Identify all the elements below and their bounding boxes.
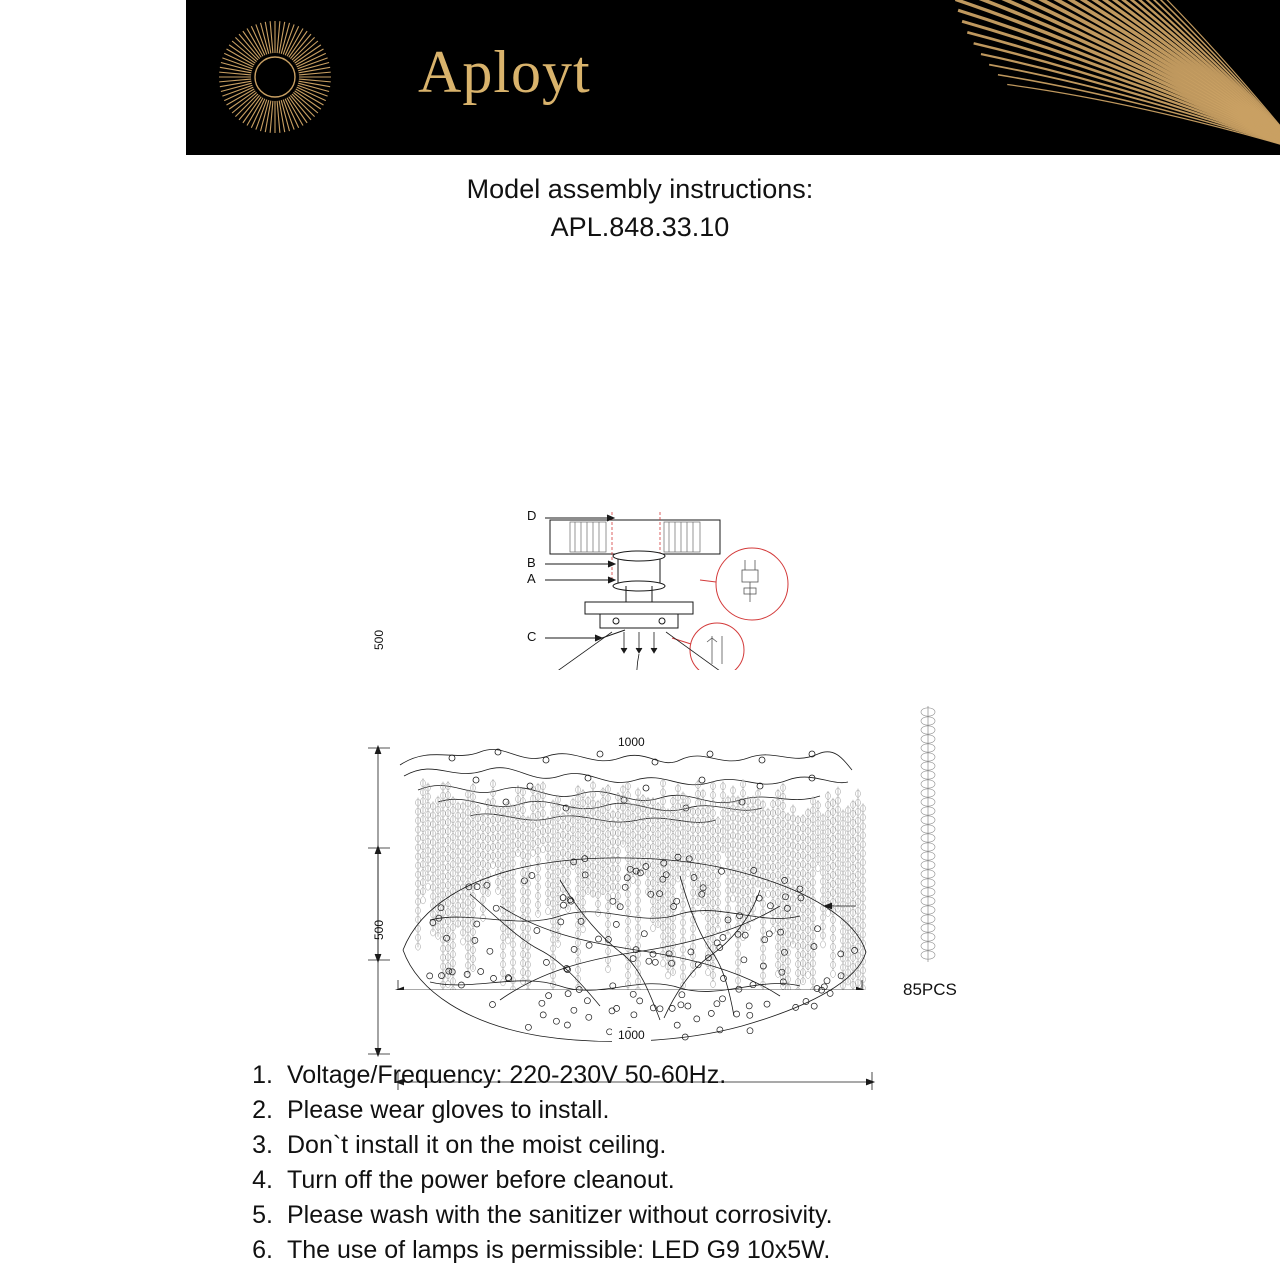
note-item bbox=[233, 1058, 1133, 1093]
front-view-height-dimension: 500 bbox=[372, 629, 386, 650]
top-view-height-dimension: 500 bbox=[372, 919, 386, 940]
brand-title: Aployt bbox=[418, 39, 591, 105]
assembly-diagram bbox=[0, 250, 1280, 1060]
note-item bbox=[233, 1198, 1133, 1233]
note-number: 2. bbox=[252, 1096, 273, 1124]
note-text: Don`t install it on the moist ceiling. bbox=[287, 1131, 667, 1159]
callout-label-b: B bbox=[527, 555, 536, 570]
brand-header bbox=[186, 0, 1280, 155]
note-number: 5. bbox=[252, 1201, 273, 1229]
note-text: Please wash with the sanitizer without corrosivity. bbox=[287, 1201, 833, 1229]
note-item bbox=[233, 1233, 1133, 1268]
top-view-drawing bbox=[0, 810, 1280, 1090]
note-item bbox=[233, 1128, 1133, 1163]
note-text: The use of lamps is permissible: LED G9 10x5W. bbox=[287, 1236, 831, 1264]
note-number: 1. bbox=[252, 1061, 273, 1089]
note-text: Turn off the power before cleanout. bbox=[287, 1166, 675, 1194]
callout-label-d: D bbox=[527, 508, 537, 523]
front-view-width-dimension: 1000 bbox=[612, 735, 651, 749]
note-item bbox=[233, 1163, 1133, 1198]
page-title bbox=[0, 170, 1280, 246]
callout-label-c: C bbox=[527, 629, 537, 644]
instruction-notes bbox=[233, 1058, 1133, 1268]
crystal-rod-part bbox=[880, 700, 1000, 1000]
title-line-2: APL.848.33.10 bbox=[550, 212, 730, 242]
crystal-quantity-label: 85PCS bbox=[903, 980, 957, 999]
sunburst-icon bbox=[216, 18, 334, 136]
note-number: 6. bbox=[252, 1236, 273, 1264]
note-item bbox=[233, 1093, 1133, 1128]
note-text: Please wear gloves to install. bbox=[287, 1096, 610, 1124]
note-number: 3. bbox=[252, 1131, 273, 1159]
callout-label-a: A bbox=[527, 571, 536, 586]
palm-fan-icon bbox=[890, 0, 1280, 155]
note-number: 4. bbox=[252, 1166, 273, 1194]
note-text: Voltage/Frequency: 220-230V 50-60Hz. bbox=[287, 1061, 727, 1089]
top-view-width-dimension: 1000 bbox=[612, 1028, 651, 1042]
title-line-1: Model assembly instructions: bbox=[466, 174, 814, 204]
